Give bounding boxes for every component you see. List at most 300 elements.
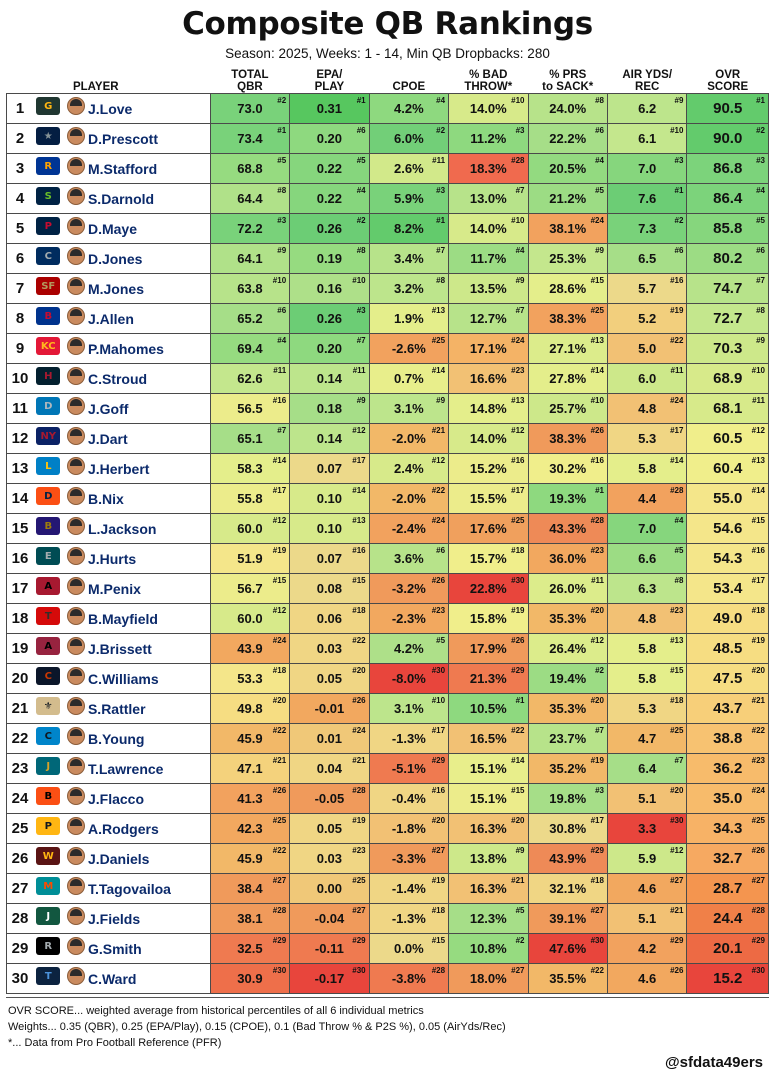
metric-rank: #26	[590, 426, 604, 436]
metric-rank: #26	[511, 636, 525, 646]
metric-value: 5.1	[638, 911, 657, 927]
metric-value: 48.5	[713, 640, 743, 658]
metric-value: 15.5%	[469, 491, 507, 507]
metric-value: 30.8%	[549, 821, 587, 837]
metric-cell	[210, 694, 289, 724]
metric-value: 62.6	[237, 371, 263, 387]
metric-rank: #3	[515, 126, 525, 136]
metric-value: 5.8	[638, 641, 657, 657]
metric-cell	[528, 424, 607, 454]
rank-cell: 2	[7, 124, 33, 154]
metric-rank: #14	[352, 486, 366, 496]
rank-cell: 22	[7, 724, 33, 754]
metric-rank: #30	[272, 966, 287, 976]
metric-cell	[290, 574, 369, 604]
metric-cell	[687, 874, 769, 904]
metric-value: 7.3	[638, 221, 657, 237]
footnote-line-3: *... Data from Pro Football Reference (PFR)	[8, 1037, 222, 1049]
metric-value: 0.01	[316, 731, 343, 747]
player-avatar	[64, 304, 88, 334]
rank-cell: 18	[7, 604, 33, 634]
metric-rank: #23	[670, 606, 684, 616]
metric-cell	[290, 784, 369, 814]
metric-cell	[449, 544, 528, 574]
rank-cell: 30	[7, 964, 33, 994]
metric-cell	[607, 904, 686, 934]
metric-rank: #3	[595, 786, 604, 796]
metric-rank: #7	[515, 306, 525, 316]
table-row	[7, 94, 769, 124]
metric-value: 51.9	[237, 551, 263, 567]
metric-rank: #20	[431, 816, 446, 826]
player-name: J.Allen	[88, 304, 210, 334]
metric-cell	[210, 154, 289, 184]
metric-cell	[687, 664, 769, 694]
metric-value: 35.3%	[549, 611, 587, 627]
player-avatar	[64, 214, 88, 244]
metric-rank: #12	[751, 426, 765, 436]
metric-value: -8.0%	[391, 671, 426, 687]
metric-rank: #30	[431, 666, 446, 676]
metric-cell	[528, 574, 607, 604]
player-avatar	[64, 784, 88, 814]
rank-cell: 11	[7, 394, 33, 424]
metric-cell	[210, 274, 289, 304]
metric-rank: #18	[590, 876, 604, 886]
metric-rank: #12	[670, 846, 684, 856]
metric-cell	[210, 454, 289, 484]
table-row	[7, 874, 769, 904]
player-name: B.Nix	[88, 484, 210, 514]
metric-cell	[607, 154, 686, 184]
metric-rank: #1	[515, 696, 525, 706]
metric-value: 7.0	[638, 161, 657, 177]
metric-cell	[607, 184, 686, 214]
metric-rank: #1	[674, 186, 684, 196]
metric-value: 18.3%	[469, 161, 507, 177]
player-avatar	[64, 634, 88, 664]
team-logo-icon: T	[33, 604, 64, 634]
metric-value: 12.7%	[469, 311, 507, 327]
metric-cell	[528, 514, 607, 544]
metric-rank: #26	[751, 846, 765, 856]
metric-rank: #2	[277, 96, 287, 106]
metric-rank: #9	[595, 246, 604, 256]
col-cpoe-line1	[369, 69, 448, 81]
metric-value: -0.4%	[391, 791, 426, 807]
table-row	[7, 634, 769, 664]
metric-cell	[290, 394, 369, 424]
metric-cell	[369, 244, 448, 274]
metric-rank: #17	[590, 816, 604, 826]
metric-rank: #30	[751, 966, 765, 976]
metric-cell	[210, 334, 289, 364]
player-avatar	[64, 544, 88, 574]
team-logo-icon: D	[33, 394, 64, 424]
team-logo-icon: A	[33, 634, 64, 664]
metric-cell	[210, 634, 289, 664]
metric-value: 85.8	[713, 220, 743, 238]
metric-rank: #23	[751, 756, 765, 766]
metric-value: 68.8	[237, 161, 263, 177]
metric-rank: #27	[431, 846, 446, 856]
metric-value: 14.0%	[469, 101, 507, 117]
metric-rank: #8	[356, 246, 366, 256]
metric-rank: #13	[751, 456, 765, 466]
metric-rank: #4	[515, 246, 525, 256]
player-avatar	[64, 964, 88, 994]
player-name: J.Brissett	[88, 634, 210, 664]
metric-rank: #18	[272, 666, 287, 676]
metric-value: 35.5%	[549, 971, 587, 987]
metric-value: 0.07	[316, 551, 343, 567]
metric-cell	[528, 784, 607, 814]
metric-value: 0.0%	[394, 941, 424, 957]
metric-cell	[210, 214, 289, 244]
metric-value: 4.8	[638, 401, 657, 417]
player-name: B.Mayfield	[88, 604, 210, 634]
metric-cell	[369, 694, 448, 724]
col-ayr-line2: REC	[635, 81, 660, 94]
metric-value: 38.4	[237, 881, 263, 897]
table-row	[7, 274, 769, 304]
metric-cell	[210, 364, 289, 394]
player-avatar	[64, 394, 88, 424]
player-avatar	[64, 424, 88, 454]
metric-rank: #1	[277, 126, 287, 136]
col-ovr-line1: OVR	[715, 69, 741, 81]
metric-rank: #27	[751, 876, 765, 886]
team-logo-icon: G	[33, 94, 64, 124]
player-name: J.Dart	[88, 424, 210, 454]
metric-value: 5.9	[638, 851, 657, 867]
metric-cell	[449, 184, 528, 214]
player-avatar	[64, 334, 88, 364]
metric-value: 4.7	[638, 731, 657, 747]
metric-cell	[290, 874, 369, 904]
metric-rank: #18	[670, 696, 684, 706]
metric-cell	[290, 904, 369, 934]
metric-value: 0.22	[316, 161, 343, 177]
metric-value: 0.14	[316, 371, 343, 387]
metric-value: 47.1	[237, 761, 263, 777]
metric-value: 21.2%	[549, 191, 587, 207]
player-avatar	[64, 364, 88, 394]
metric-cell	[449, 244, 528, 274]
metric-value: 0.03	[316, 641, 343, 657]
metric-value: 16.5%	[469, 731, 507, 747]
rank-cell: 23	[7, 754, 33, 784]
metric-cell	[687, 154, 769, 184]
metric-value: 7.0	[638, 521, 657, 537]
metric-rank: #16	[751, 546, 765, 556]
footnotes	[6, 1004, 769, 1052]
metric-cell	[607, 454, 686, 484]
col-bad-line1: % BAD	[469, 69, 508, 81]
metric-cell	[449, 394, 528, 424]
metric-rank: #23	[511, 366, 525, 376]
metric-cell	[607, 424, 686, 454]
metric-value: -1.8%	[391, 821, 426, 837]
metric-value: -3.3%	[391, 851, 426, 867]
metric-rank: #6	[756, 246, 765, 256]
metric-cell	[607, 94, 686, 124]
team-logo-icon: SF	[33, 274, 64, 304]
metric-value: 34.3	[713, 820, 743, 838]
metric-value: 21.3%	[469, 671, 507, 687]
metric-cell	[210, 664, 289, 694]
metric-rank: #3	[674, 156, 684, 166]
metric-value: 30.2%	[549, 461, 587, 477]
metric-cell	[528, 154, 607, 184]
rank-cell: 15	[7, 514, 33, 544]
player-name: J.Hurts	[88, 544, 210, 574]
metric-value: 16.6%	[469, 371, 507, 387]
metric-rank: #2	[356, 216, 366, 226]
metric-rank: #29	[751, 936, 765, 946]
metric-value: 68.1	[713, 400, 743, 418]
metric-cell	[687, 274, 769, 304]
metric-cell	[449, 844, 528, 874]
team-logo-icon: E	[33, 544, 64, 574]
metric-cell	[449, 424, 528, 454]
metric-cell	[607, 574, 686, 604]
metric-rank: #21	[670, 906, 684, 916]
metric-value: 5.2	[638, 311, 657, 327]
metric-rank: #16	[511, 456, 525, 466]
metric-rank: #9	[515, 276, 525, 286]
metric-rank: #6	[436, 546, 446, 556]
metric-rank: #24	[670, 396, 684, 406]
metric-value: -0.05	[314, 791, 345, 807]
metric-cell	[449, 154, 528, 184]
metric-rank: #29	[590, 846, 604, 856]
metric-rank: #14	[590, 366, 604, 376]
metric-value: 6.5	[638, 251, 657, 267]
metric-value: 38.3%	[549, 311, 587, 327]
player-avatar	[64, 184, 88, 214]
metric-cell	[607, 874, 686, 904]
metric-rank: #27	[352, 906, 366, 916]
rank-cell: 5	[7, 214, 33, 244]
metric-value: -0.01	[314, 701, 345, 717]
metric-cell	[687, 184, 769, 214]
metric-rank: #16	[431, 786, 446, 796]
team-logo-icon: H	[33, 364, 64, 394]
page-subtitle: Season: 2025, Weeks: 1 - 14, Min QB Dropbacks: 280	[225, 46, 550, 61]
metric-value: 5.8	[638, 461, 657, 477]
col-air-yds-rec	[607, 69, 686, 94]
metric-rank: #22	[670, 336, 684, 346]
metric-value: 25.3%	[549, 251, 587, 267]
table-row	[7, 934, 769, 964]
metric-rank: #29	[511, 666, 525, 676]
metric-cell	[369, 574, 448, 604]
metric-value: 11.2%	[470, 131, 507, 147]
metric-cell	[210, 784, 289, 814]
metric-value: 65.2	[237, 311, 263, 327]
metric-cell	[369, 724, 448, 754]
footnote-line-1: OVR SCORE... weighted average from historical percentiles of all 6 individual metrics	[8, 1005, 424, 1018]
metric-cell	[528, 124, 607, 154]
metric-value: 3.1%	[394, 401, 424, 417]
metric-value: 5.1	[638, 791, 657, 807]
metric-rank: #2	[436, 126, 446, 136]
table-row	[7, 154, 769, 184]
metric-value: 15.1%	[469, 761, 507, 777]
metric-rank: #9	[277, 246, 287, 256]
metric-value: 43.9	[237, 641, 263, 657]
metric-cell	[369, 394, 448, 424]
metric-cell	[290, 424, 369, 454]
metric-rank: #24	[511, 336, 525, 346]
metric-rank: #8	[436, 276, 446, 286]
team-logo-icon: C	[33, 244, 64, 274]
metric-value: 6.1	[638, 131, 657, 147]
metric-cell	[607, 754, 686, 784]
metric-value: 6.2	[638, 101, 657, 117]
metric-cell	[369, 754, 448, 784]
table-row	[7, 904, 769, 934]
metric-rank: #16	[590, 456, 604, 466]
metric-value: 86.4	[713, 190, 743, 208]
col-total-qbr	[210, 69, 289, 94]
metric-rank: #1	[436, 216, 446, 226]
metric-cell	[210, 814, 289, 844]
metric-value: 65.1	[237, 431, 263, 447]
metric-value: 28.6%	[549, 281, 587, 297]
metric-rank: #26	[670, 966, 684, 976]
player-name: B.Young	[88, 724, 210, 754]
metric-cell	[607, 724, 686, 754]
metric-rank: #30	[670, 816, 684, 826]
metric-rank: #29	[431, 756, 446, 766]
metric-rank: #14	[751, 486, 765, 496]
metric-cell	[687, 724, 769, 754]
metric-rank: #22	[590, 966, 604, 976]
table-row	[7, 454, 769, 484]
metric-cell	[528, 94, 607, 124]
metric-cell	[449, 574, 528, 604]
metric-cell	[449, 304, 528, 334]
metric-rank: #13	[352, 516, 366, 526]
metric-cell	[687, 304, 769, 334]
metric-rank: #15	[751, 516, 765, 526]
metric-cell	[449, 724, 528, 754]
player-name: P.Mahomes	[88, 334, 210, 364]
player-name: T.Tagovailoa	[88, 874, 210, 904]
rank-cell: 7	[7, 274, 33, 304]
metric-cell	[528, 634, 607, 664]
metric-cell	[290, 94, 369, 124]
metric-rank: #20	[511, 816, 525, 826]
metric-rank: #4	[756, 186, 765, 196]
player-name: J.Daniels	[88, 844, 210, 874]
metric-rank: #24	[590, 216, 604, 226]
metric-cell	[210, 844, 289, 874]
metric-value: 60.4	[713, 460, 743, 478]
metric-rank: #27	[511, 966, 525, 976]
metric-value: 24.4	[713, 910, 743, 928]
team-logo-icon: P	[33, 214, 64, 244]
metric-rank: #11	[352, 366, 366, 376]
metric-value: 36.2	[713, 760, 743, 778]
metric-rank: #30	[511, 576, 525, 586]
metric-cell	[528, 274, 607, 304]
metric-rank: #25	[431, 336, 446, 346]
metric-value: 63.8	[237, 281, 263, 297]
col-total-qbr-line2: QBR	[237, 81, 263, 94]
metric-cell	[687, 424, 769, 454]
player-name: M.Penix	[88, 574, 210, 604]
metric-value: 10.5%	[469, 701, 507, 717]
metric-rank: #20	[751, 666, 765, 676]
metric-cell	[607, 694, 686, 724]
metric-cell	[687, 574, 769, 604]
metric-cell	[290, 304, 369, 334]
table-row	[7, 844, 769, 874]
player-name: D.Jones	[88, 244, 210, 274]
metric-rank: #3	[436, 186, 446, 196]
metric-cell	[210, 124, 289, 154]
metric-rank: #16	[272, 396, 287, 406]
metric-rank: #20	[272, 696, 287, 706]
metric-cell	[210, 874, 289, 904]
metric-rank: #28	[590, 516, 604, 526]
rank-cell: 13	[7, 454, 33, 484]
col-epa-line2: PLAY	[314, 81, 345, 94]
metric-rank: #12	[590, 636, 604, 646]
metric-rank: #22	[352, 636, 366, 646]
table-row	[7, 514, 769, 544]
metric-value: 12.3%	[469, 911, 507, 927]
metric-rank: #25	[511, 516, 525, 526]
metric-rank: #5	[277, 156, 287, 166]
col-cpoe-line2: CPOE	[392, 81, 426, 94]
metric-cell	[449, 874, 528, 904]
author-handle: @sfdata49ers	[664, 1053, 763, 1071]
metric-value: 5.3	[638, 701, 657, 717]
metric-cell	[449, 904, 528, 934]
metric-value: 0.06	[316, 611, 343, 627]
metric-rank: #21	[751, 696, 765, 706]
metric-value: 27.8%	[549, 371, 587, 387]
metric-value: 47.5	[713, 670, 743, 688]
metric-rank: #4	[277, 336, 287, 346]
team-logo-icon: B	[33, 514, 64, 544]
metric-value: 58.3	[237, 461, 263, 477]
metric-cell	[528, 184, 607, 214]
metric-cell	[290, 274, 369, 304]
metric-cell	[210, 544, 289, 574]
metric-value: 3.6%	[394, 551, 424, 567]
metric-cell	[687, 814, 769, 844]
metric-cell	[687, 514, 769, 544]
metric-cell	[290, 454, 369, 484]
metric-cell	[607, 544, 686, 574]
qb-rankings-page	[0, 6, 775, 1071]
player-avatar	[64, 244, 88, 274]
metric-rank: #1	[595, 486, 604, 496]
metric-cell	[449, 754, 528, 784]
metric-rank: #1	[756, 96, 765, 106]
metric-rank: #16	[670, 276, 684, 286]
metric-value: 45.9	[237, 851, 263, 867]
metric-rank: #21	[272, 756, 287, 766]
rank-cell: 24	[7, 784, 33, 814]
metric-rank: #12	[511, 426, 525, 436]
metric-cell	[449, 694, 528, 724]
